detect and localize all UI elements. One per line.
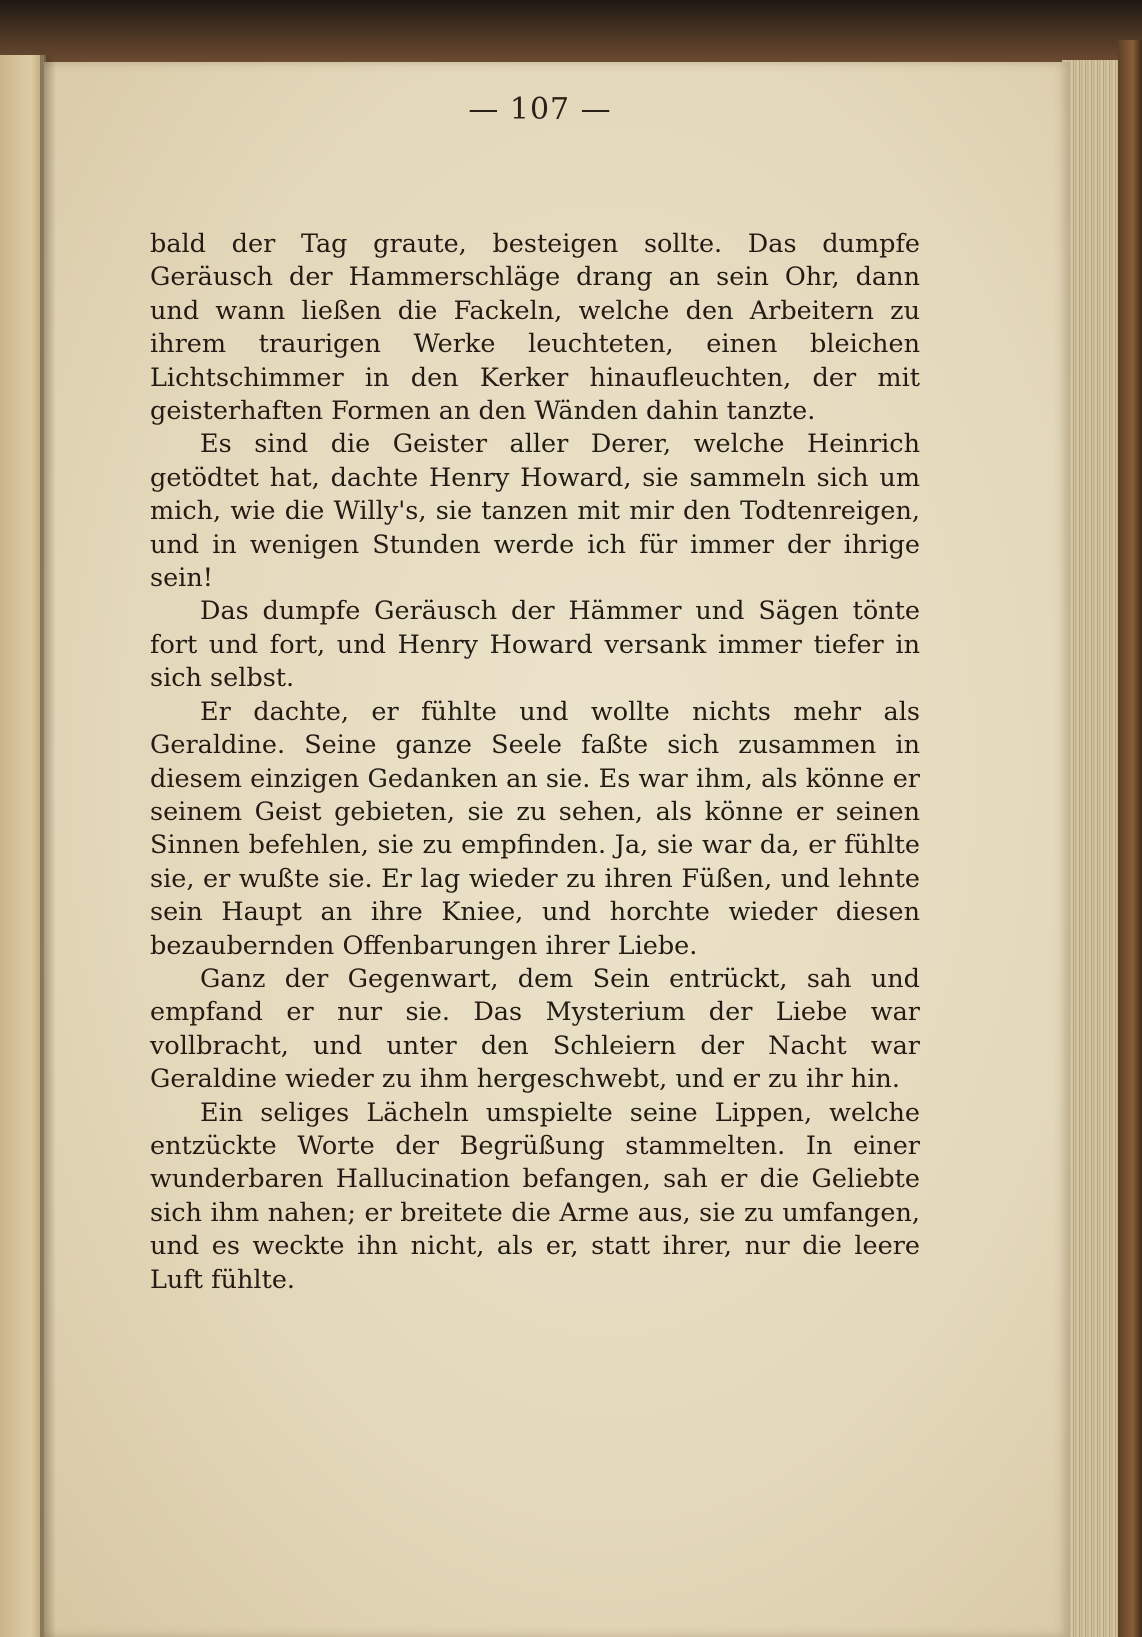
book-cover-top <box>0 0 1142 62</box>
paragraph-2: Es sind die Geister aller Derer, welche Heinrich getödtet hat, dachte Henry Howard, sie sammeln sich um mich, wie die Willy's, sie tanzen mit mir den Todtenreigen, und in wenigen Stunden werde ich für immer der ihrige sein! <box>150 429 920 594</box>
book-cover-right <box>1118 40 1142 1637</box>
paragraph-3: Das dumpfe Geräusch der Hämmer und Sägen tönte fort und fort, und Henry Howard versank immer tiefer in sich selbst. <box>150 596 920 694</box>
gutter-shadow <box>40 55 56 1637</box>
paragraph-1: bald der Tag graute, besteigen sollte. Das dumpfe Geräusch der Hammerschläge drang an sein Ohr, dann und wann ließen die Fackeln, welche den Arbeitern zu ihrem traurigen Werke leuchteten, einen bleichen Lichtschimmer in den Kerker hinaufleuchten, der mit geisterhaften Formen an den Wänden dahin tanzte. <box>150 229 920 427</box>
paragraph-6: Ein seliges Lächeln umspielte seine Lippen, welche entzückte Worte der Begrüßung stammelten. In einer wunderbaren Hallucination befangen, sah er die Geliebte sich ihm nahen; er breitete die Arme aus, sie zu umfangen, und es weckte ihn nicht, als er, statt ihrer, nur die leere Luft fühlte. <box>150 1097 920 1295</box>
page-number: — 107 — <box>468 92 612 127</box>
paragraph-5: Ganz der Gegenwart, dem Sein entrückt, sah und empfand er nur sie. Das Mysterium der Liebe war vollbracht, und unter den Schleiern der Nacht war Geraldine wieder zu ihm hergeschwebt, und er zu ihr hin. <box>150 963 920 1095</box>
page-text <box>150 228 920 1297</box>
paragraph-4: Er dachte, er fühlte und wollte nichts mehr als Geraldine. Seine ganze Seele faßte sich zusammen in diesem einzigen Gedanken an sie. Es war ihm, als könne er seinem Geist gebieten, sie zu sehen, als könne er seinen Sinnen befehlen, sie zu empfinden. Ja, sie war da, er fühlte sie, er wußte sie. Er lag wieder zu ihren Füßen, und lehnte sein Haupt an ihre Kniee, und horchte wieder diesen bezaubernden Offenbarungen ihrer Liebe. <box>150 696 920 961</box>
